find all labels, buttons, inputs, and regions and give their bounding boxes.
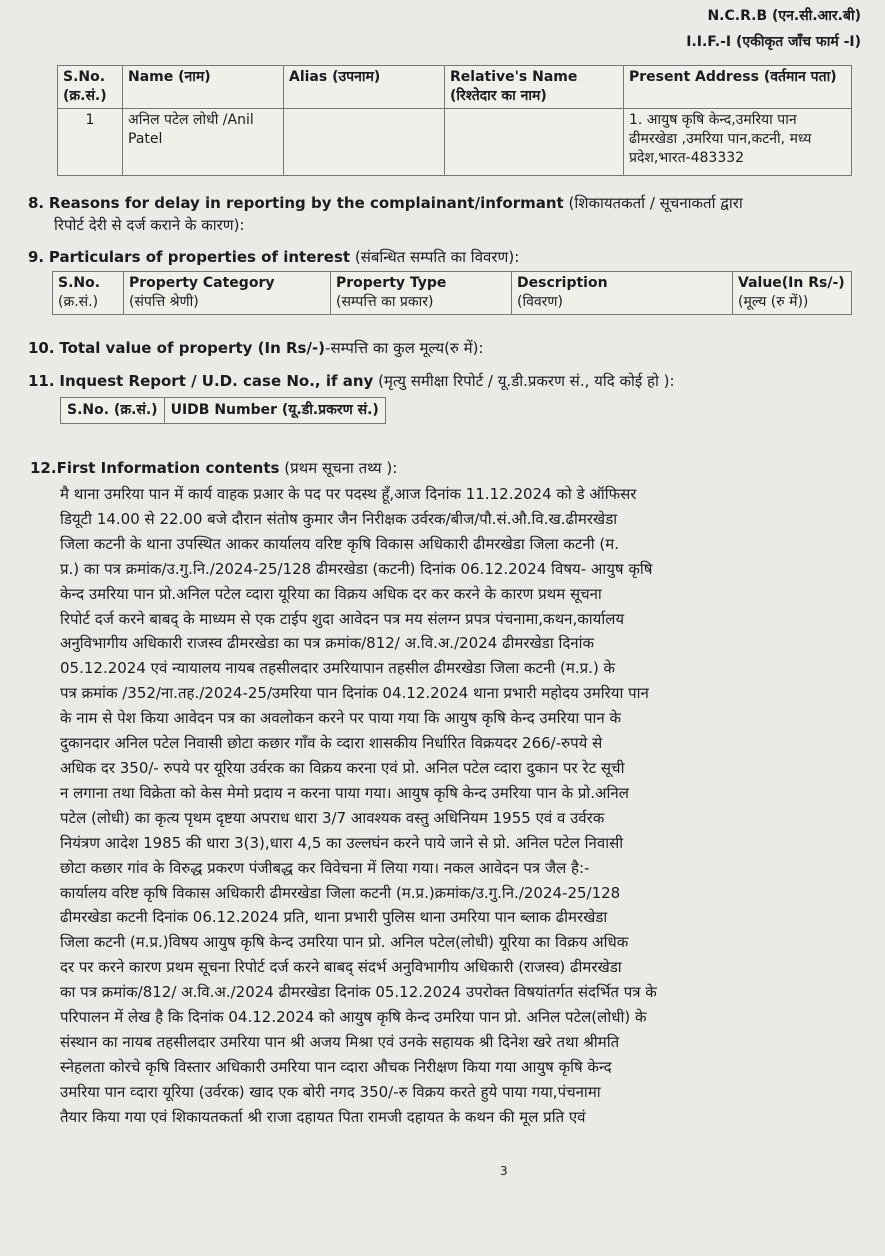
- prop-header-description: Description (विवरण): [512, 272, 733, 315]
- table-header-row: [61, 398, 386, 424]
- first-information-text: [60, 482, 830, 1130]
- prop-header-sno: S.No. (क्र.सं.): [53, 272, 124, 315]
- fir-line: का पत्र क्रमांक/812/ अ.वि.अ./2024 ढीमरखेडा दिनांक 05.12.2024 उपरोक्त विषयांतर्गत संदर्भित पत्र के: [60, 983, 657, 1002]
- section-8-title: Reasons for delay in reporting by the complainant/informant: [48, 194, 564, 212]
- section-9-hindi: (संबन्धित सम्पति का विवरण):: [354, 248, 520, 266]
- property-table: [52, 271, 852, 315]
- section-11-number: 11.: [28, 372, 55, 390]
- section-10-heading: [28, 338, 484, 358]
- fir-line: उमरिया पान व्दारा यूरिया (उर्वरक) खाद एक बोरी नगद 350/-रु विक्रय करते हुये पाया गया,पंचनामा: [60, 1082, 601, 1101]
- cell-relative: [445, 109, 624, 176]
- section-8-hindi: (शिकायतकर्ता / सूचनाकर्ता द्वारा: [568, 194, 743, 212]
- fir-line: न लगाना तथा विक्रेता को केस मेमो प्रदाय न करना पाया गया। आयुष कृषि केन्द उमरिया पान के प्रो.अनिल: [60, 783, 629, 802]
- fir-line: छोटा कछार गांव के विरुद्ध प्रकरण पंजीबद्ध कर विवेचना में लिया गया। नकल आवेदन पत्र जैल है:-: [60, 858, 590, 877]
- cell-address: 1. आयुष कृषि केन्द,उमरिया पान ढीमरखेडा ,उमरिया पान,कटनी, मध्य प्रदेश,भारत-483332: [624, 109, 852, 176]
- table-header-row: [58, 66, 852, 109]
- inquest-header-uidb: UIDB Number (यू.डी.प्रकरण सं.): [164, 398, 385, 424]
- fir-line: कार्यालय वरिष्ट कृषि विकास अधिकारी ढीमरखेडा जिला कटनी (म.प्र.)क्रमांक/उ.गु.नि./2024-25/128: [60, 883, 621, 902]
- prop-header-category: Property Category (संपत्ति श्रेणी): [124, 272, 331, 315]
- fir-line: प्र.) का पत्र क्रमांक/उ.गु.नि./2024-25/128 ढीमरखेडा (कटनी) दिनांक 06.12.2024 विषय- आयुष कृषि: [60, 559, 653, 578]
- header-alias: Alias (उपनाम): [284, 66, 445, 109]
- fir-line: रिपोर्ट दर्ज करने बाबद् के माध्यम से एक टाईप शुदा आवेदन पत्र मय संलग्न प्रपत्र पंचनामा,कथन,कार्यालय: [60, 609, 625, 628]
- fir-line: जिला कटनी के थाना उपस्थित आकर कार्यालय वरिष्ट कृषि विकास अधिकारी ढीमरखेडा जिला कटनी (म.: [60, 534, 619, 553]
- fir-line: ढीमरखेडा कटनी दिनांक 06.12.2024 प्रति, थाना प्रभारी पुलिस थाना उमरिया पान ब्लाक ढीमरखेडा: [60, 908, 608, 927]
- section-11-title: Inquest Report / U.D. case No., if any: [59, 372, 374, 390]
- fir-line: संस्थान का नायब तहसीलदार उमरिया पान श्री अजय मिश्रा एवं उनके सहायक श्री दिनेश खरे तथा श्रीमति: [60, 1032, 620, 1051]
- section-8-number: 8.: [28, 194, 45, 212]
- section-12-title: First Information contents: [56, 459, 280, 477]
- section-10-number: 10.: [28, 339, 55, 357]
- fir-line: मै थाना उमरिया पान में कार्य वाहक प्रआर के पद पर पदस्थ हूँ,आज दिनांक 11.12.2024 को डे ऑफिसर: [60, 485, 637, 503]
- cell-sno: 1: [58, 109, 123, 176]
- header-relative: Relative's Name (रिश्तेदार का नाम): [445, 66, 624, 109]
- inquest-table: [60, 397, 386, 424]
- ncrb-header: N.C.R.B (एन.सी.आर.बी): [707, 8, 861, 24]
- section-11-heading: [28, 371, 675, 391]
- header-address: Present Address (वर्तमान पता): [624, 66, 852, 109]
- header-name: Name (नाम): [123, 66, 284, 109]
- fir-line: नियंत्रण आदेश 1985 की धारा 3(3),धारा 4,5 का उल्लघंन करने पाये जाने से प्रो. अनिल पटेल निवासी: [60, 833, 624, 852]
- fir-line: डियूटी 14.00 से 22.00 बजे दौरान संतोष कुमार जैन निरीक्षक उर्वरक/बीज/पौ.सं.औ.वि.ख.ढीमरखेडा: [60, 509, 618, 528]
- prop-header-type: Property Type (सम्पत्ति का प्रकार): [331, 272, 512, 315]
- fir-line: अधिक दर 350/- रुपये पर यूरिया उर्वरक का विक्रय करना एवं प्रो. अनिल पटेल व्दारा दुकान पर रेट सूची: [60, 758, 625, 777]
- section-10-title: Total value of property (In Rs/-): [59, 339, 326, 357]
- prop-header-value: Value(In Rs/-) (मूल्य (रु में)): [733, 272, 852, 315]
- section-8-hindi-line2: रिपोर्ट देरी से दर्ज कराने के कारण):: [54, 216, 245, 234]
- accused-table: [57, 65, 852, 176]
- table-header-row: [53, 272, 852, 315]
- section-9-number: 9.: [28, 248, 45, 266]
- fir-line: परिपालन में लेख है कि दिनांक 04.12.2024 को आयुष कृषि केन्द उमरिया पान प्रो. अनिल पटेल(लोधी) के: [60, 1008, 647, 1027]
- section-11-hindi: (मृत्यु समीक्षा रिपोर्ट / यू.डी.प्रकरण सं., यदि कोई हो ):: [378, 372, 675, 390]
- fir-line: पटेल (लोधी) का कृत्य पृथम दृष्टया अपराध धारा 3/7 आवश्यक वस्तु अधिनियम 1955 एवं व उर्वरक: [60, 808, 605, 827]
- section-12-heading: [30, 458, 397, 478]
- section-12-hindi: (प्रथम सूचना तथ्य ):: [284, 459, 398, 477]
- cell-name: अनिल पटेल लोधी /Anil Patel: [123, 109, 284, 176]
- page-number: 3: [500, 1164, 508, 1178]
- header-sno: S.No. (क्र.सं.): [58, 66, 123, 109]
- fir-line: अनुविभागीय अधिकारी राजस्व ढीमरखेडा का पत्र क्रमांक/812/ अ.वि.अ./2024 ढीमरखेडा दिनांक: [60, 634, 595, 653]
- section-12-number: 12.: [30, 459, 57, 477]
- fir-line: तैयार किया गया एवं शिकायतकर्ता श्री राजा दहायत पिता रामजी दहायत के कथन की मूल प्रति एवं: [60, 1107, 586, 1126]
- fir-line: स्नेहलता कोरचे कृषि विस्तार अधिकारी उमरिया पान व्दारा औचक निरीक्षण किया गया आयुष कृषि केन्द: [60, 1057, 612, 1076]
- cell-alias: [284, 109, 445, 176]
- inquest-header-sno: S.No. (क्र.सं.): [61, 398, 165, 424]
- fir-line: दुकानदार अनिल पटेल निवासी छोटा कछार गाँव के व्दारा शासकीय निर्धारित विक्रयदर 266/-रुपये से: [60, 734, 603, 753]
- section-10-hindi: -सम्पत्ति का कुल मूल्य(रु में):: [325, 339, 484, 357]
- fir-line: पत्र क्रमांक /352/ना.तह./2024-25/उमरिया पान दिनांक 04.12.2024 थाना प्रभारी महोदय उमरिया पान: [60, 684, 649, 703]
- fir-line: 05.12.2024 एवं न्यायालय नायब तहसीलदार उमरियापान तहसील ढीमरखेडा जिला कटनी (म.प्र.) के: [60, 659, 616, 678]
- section-9-title: Particulars of properties of interest: [48, 248, 351, 266]
- section-8-line1: [28, 193, 743, 213]
- fir-line: दर पर करने कारण प्रथम सूचना रिपोर्ट दर्ज करने बाबद् संदर्भ अनुविभागीय अधिकारी (राजस्व) ढीमरखेडा: [60, 958, 622, 977]
- iif-header: I.I.F.-I (एकीकृत जाँच फार्म -I): [686, 34, 861, 50]
- table-row: [58, 109, 852, 176]
- fir-line: केन्द उमरिया पान प्रो.अनिल पटेल व्दारा यूरिया का विक्रय अधिक दर कर करने के कारण प्रथम सूचना: [60, 584, 602, 603]
- section-9-heading: [28, 247, 519, 267]
- fir-line: के नाम से पेश किया आवेदन पत्र का अवलोकन करने पर पाया गया कि आयुष कृषि केन्द उमरिया पान के: [60, 709, 622, 728]
- fir-line: जिला कटनी (म.प्र.)विषय आयुष कृषि केन्द उमरिया पान प्रो. अनिल पटेल(लोधी) यूरिया का विक्रय अधिक: [60, 933, 629, 952]
